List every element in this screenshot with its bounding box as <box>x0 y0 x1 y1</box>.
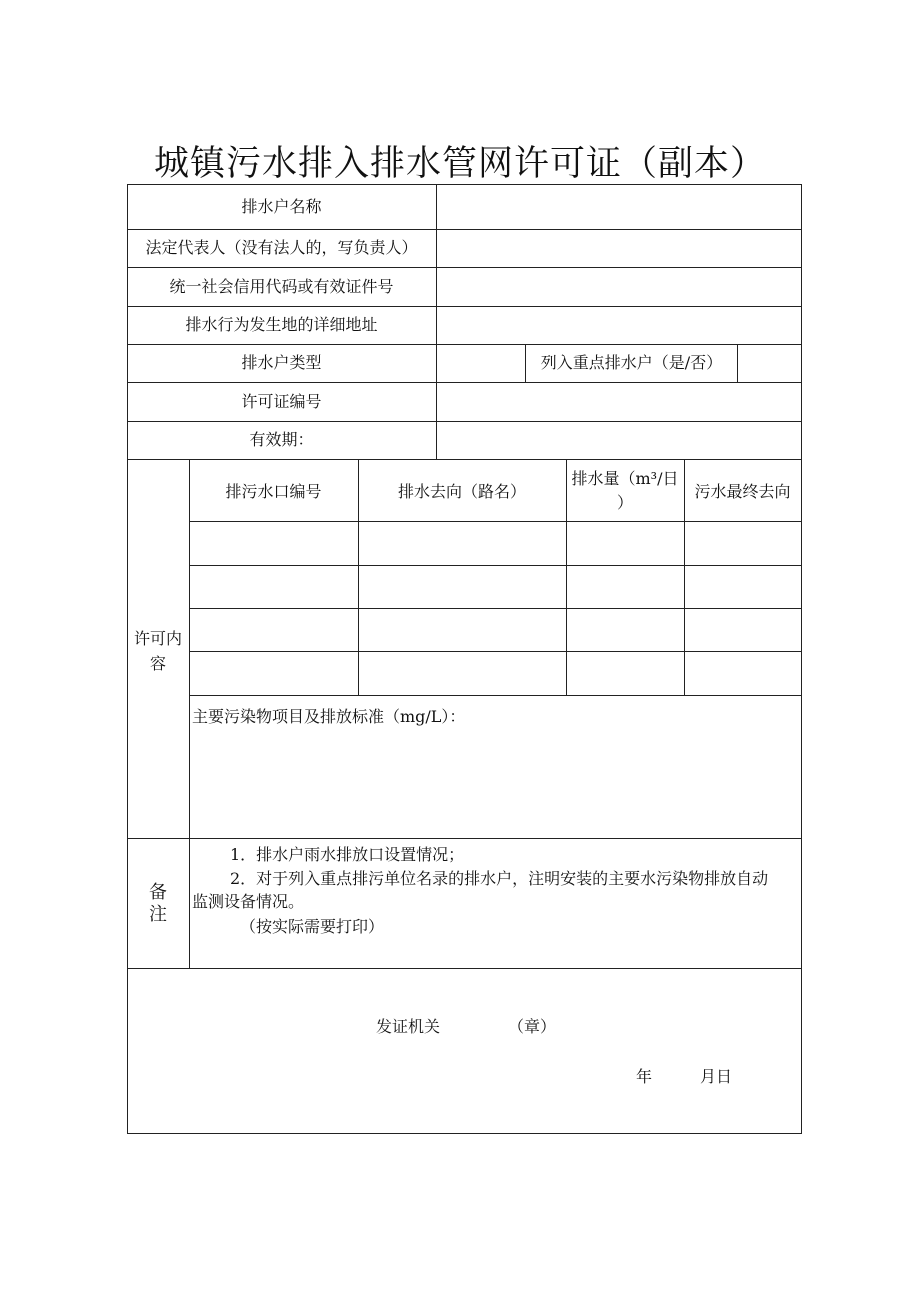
label-discharge-address: 排水行为发生地的详细地址 <box>185 315 378 334</box>
row-line <box>127 267 802 268</box>
label-pollutant-standards: 主要污染物项目及排放标准（mg/L）： <box>192 707 466 726</box>
label-discharger-name: 排水户名称 <box>241 197 322 216</box>
row-line <box>189 695 801 696</box>
table-border-bottom <box>127 1133 802 1134</box>
label-credit-code: 统一社会信用代码或有效证件号 <box>169 277 394 296</box>
header-outlet-number: 排污水口编号 <box>225 482 322 501</box>
label-permit-content-2: 容 <box>149 654 166 673</box>
label-validity: 有效期： <box>249 430 314 449</box>
table-border-right <box>801 184 802 1134</box>
col-line <box>436 184 437 459</box>
label-permit-content: 许可内 <box>133 629 182 648</box>
header-discharge-volume-2: ） <box>616 493 633 512</box>
row-line <box>127 229 802 230</box>
label-license-number: 许可证编号 <box>241 392 322 411</box>
row-line <box>127 459 802 460</box>
row-line <box>127 421 802 422</box>
row-line <box>189 651 801 652</box>
header-discharge-volume: 排水量（m³/日 <box>571 469 679 488</box>
row-line <box>127 306 802 307</box>
label-year: 年 <box>636 1067 653 1086</box>
row-line <box>127 344 802 345</box>
label-seal: （章） <box>508 1017 557 1036</box>
label-key-discharger: 列入重点排水户（是/否） <box>540 353 723 372</box>
header-final-destination: 污水最终去向 <box>694 482 791 501</box>
remark-line-2b: 监测设备情况。 <box>192 892 305 911</box>
row-line <box>127 968 802 969</box>
remark-line-2a: 2．对于列入重点排污单位名录的排水户，注明安装的主要水污染物排放自动 <box>230 869 769 888</box>
row-line <box>189 608 801 609</box>
row-line <box>127 382 802 383</box>
label-issuing-authority: 发证机关 <box>376 1017 441 1036</box>
col-line <box>737 344 738 382</box>
label-remarks-2: 注 <box>149 904 167 925</box>
label-legal-representative: 法定代表人（没有法人的，写负责人） <box>145 238 418 257</box>
row-line <box>189 565 801 566</box>
remark-line-3: （按实际需要打印） <box>240 917 385 936</box>
table-border-top <box>127 184 802 185</box>
label-discharger-type: 排水户类型 <box>241 353 322 372</box>
col-line <box>189 459 190 968</box>
label-month-day: 月日 <box>700 1067 733 1086</box>
page-title: 城镇污水排入排水管网许可证（副本） <box>153 144 766 184</box>
remark-line-1: 1．排水户雨水排放口设置情况； <box>230 845 465 864</box>
header-discharge-direction: 排水去向（路名） <box>397 482 526 501</box>
row-line <box>189 521 801 522</box>
row-line <box>127 838 802 839</box>
label-remarks: 备 <box>149 882 167 903</box>
